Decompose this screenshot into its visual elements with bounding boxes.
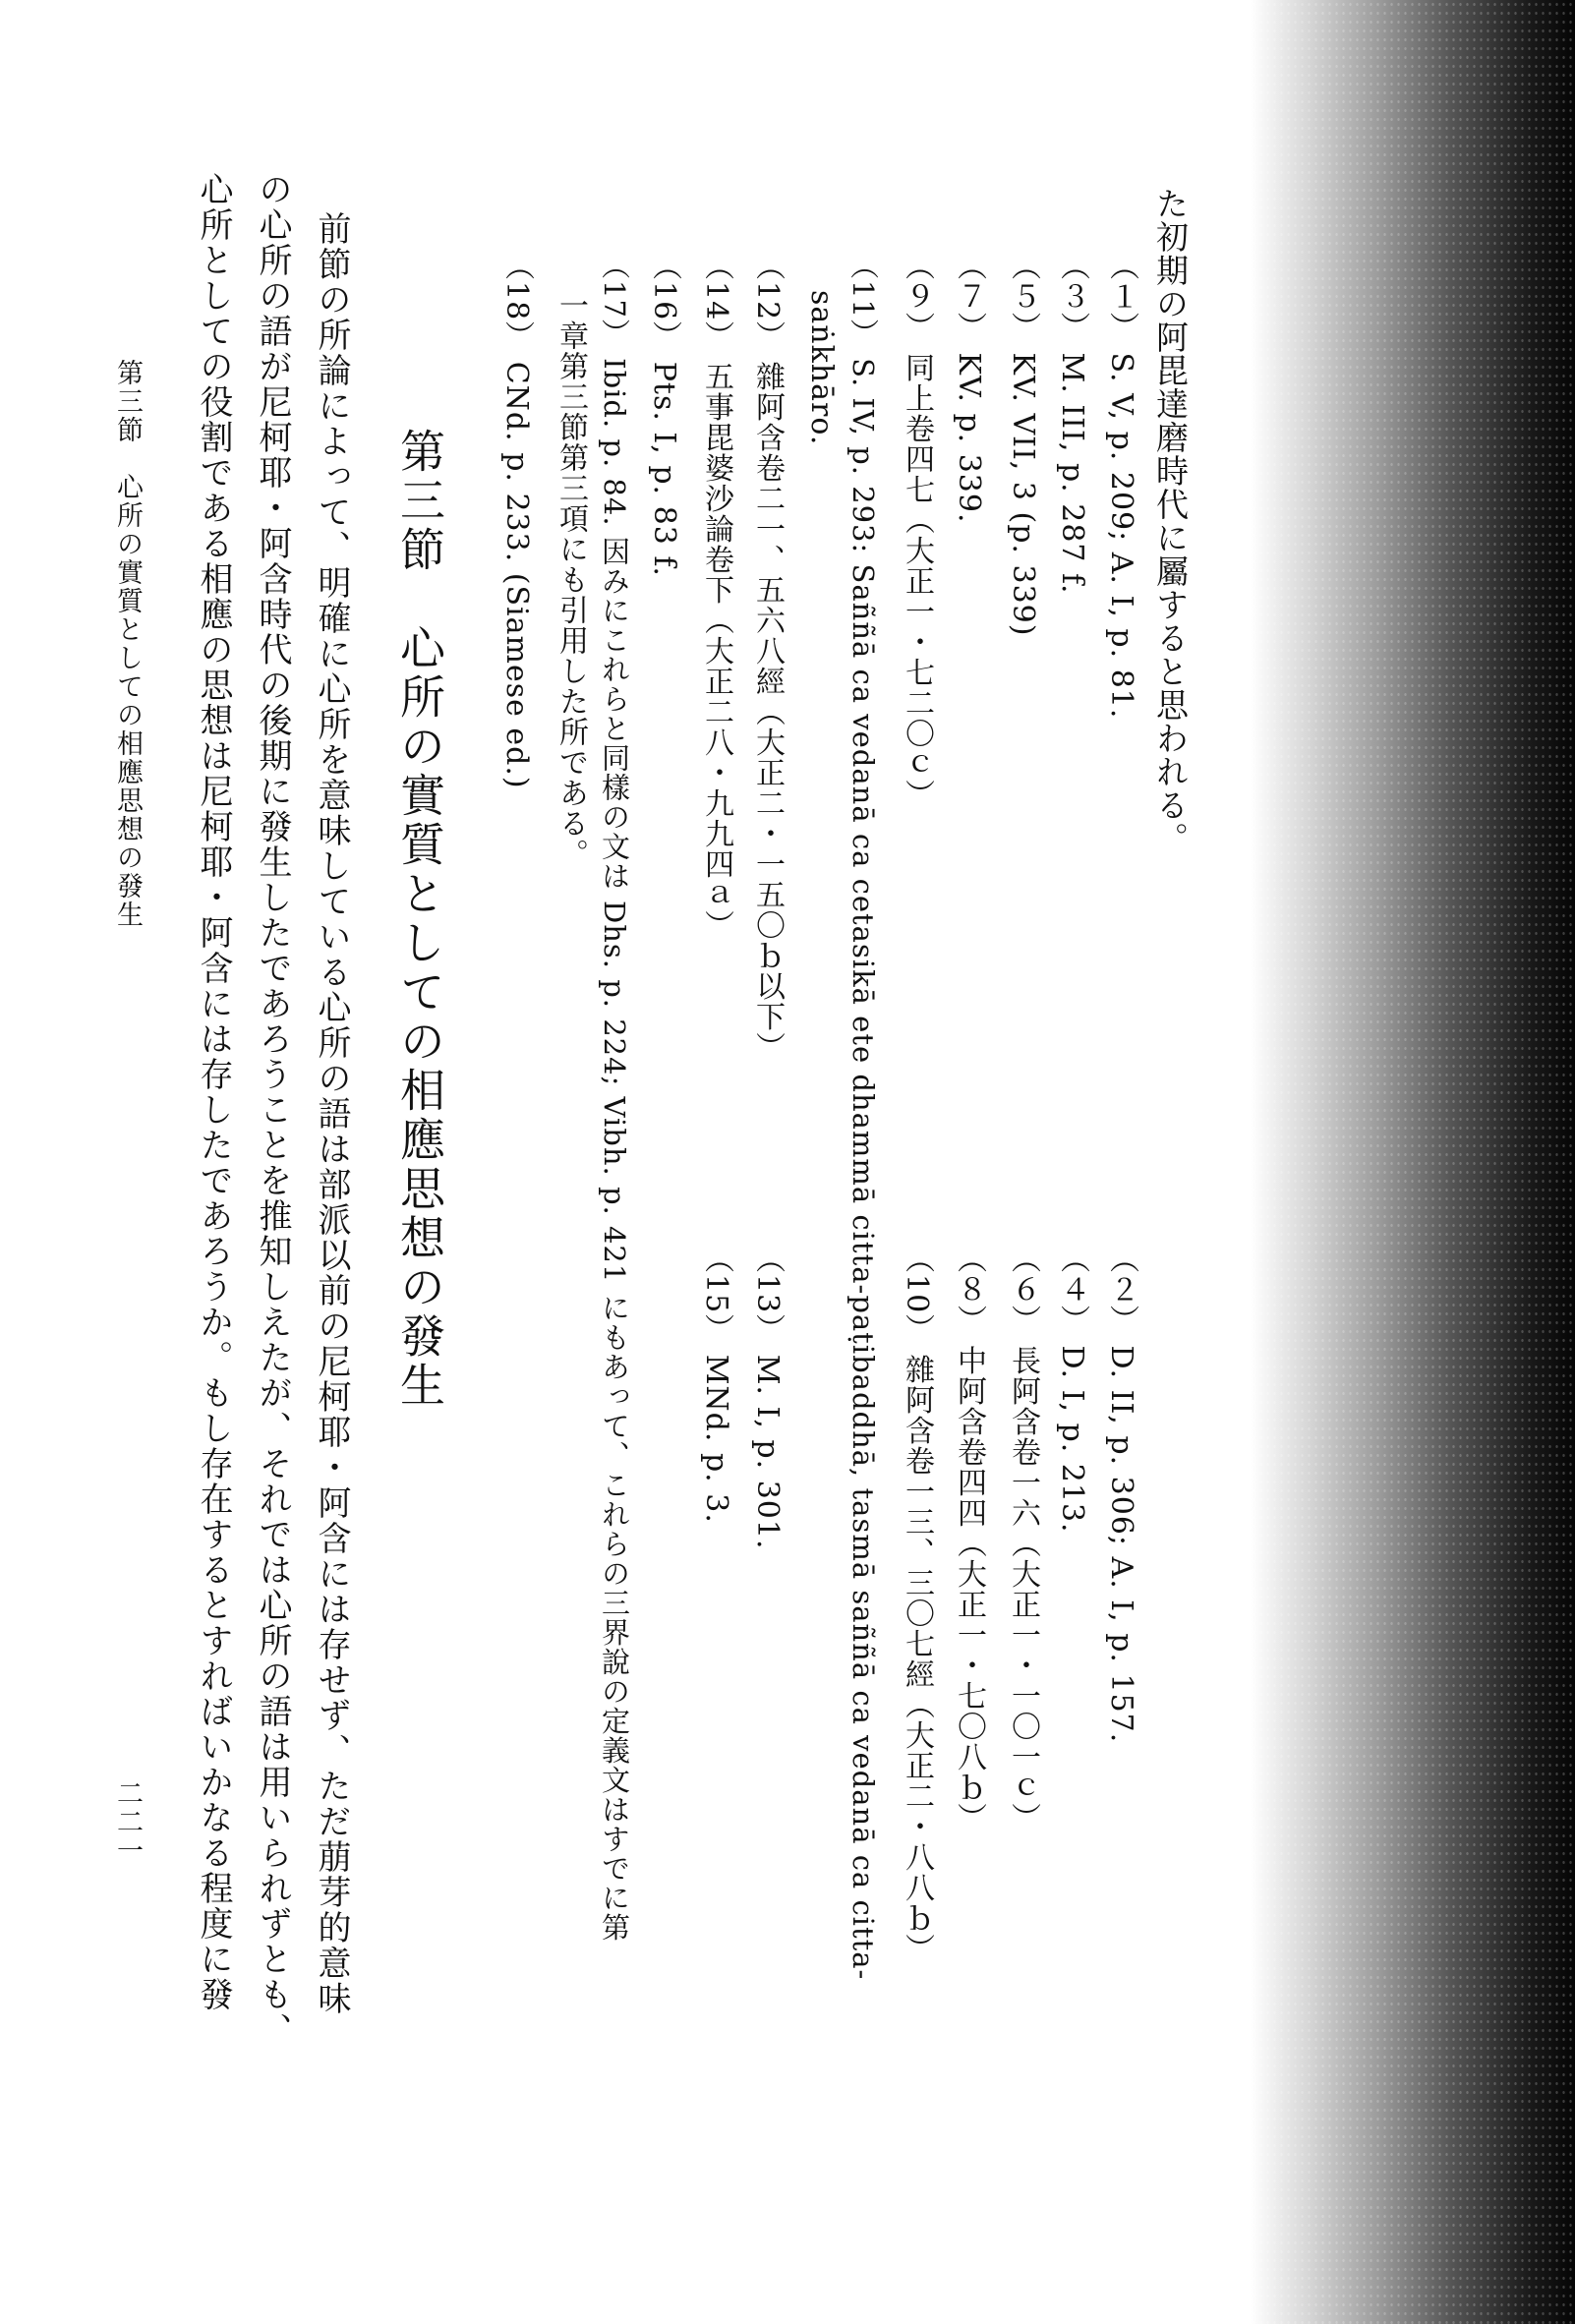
footnote-1: （１） S. V, p. 209; A. I, p. 81. bbox=[1104, 251, 1138, 720]
footnote-11-continuation: saṅkhāro. bbox=[804, 290, 839, 446]
footnote-2: （２） D. II, p. 306; A. I, p. 157. bbox=[1104, 1244, 1138, 1744]
footnote-6: （６） 長阿含卷一六（大正一・一〇一ｃ） bbox=[1006, 1244, 1040, 1833]
footnote-8: （８） 中阿含卷四四（大正一・七〇八ｂ） bbox=[952, 1244, 986, 1833]
page-number: 二二一 bbox=[112, 1779, 143, 1865]
body-line-1: 前節の所論によって、明確に心所を意味している心所の語は部派以前の尼柯耶・阿含には存せず、ただ萠芽的意味 bbox=[312, 211, 351, 2016]
footnote-12: （12） 雜阿含卷二一、五六八經（大正二・一五〇ｂ以下） bbox=[750, 251, 785, 1063]
footnote-17-continuation: 一章第三節第三項にも引用した所である。 bbox=[554, 290, 588, 869]
footnote-9: （９） 同上卷四七（大正一・七二〇ｃ） bbox=[900, 251, 934, 810]
footnote-10: （10） 雜阿含卷一三、三〇七經（大正二・八八ｂ） bbox=[900, 1244, 934, 1964]
footnote-18: （18） CNd. p. 233. (Siamese ed.) bbox=[499, 251, 534, 789]
intro-line: た初期の阿毘達磨時代に屬すると思われる。 bbox=[1151, 187, 1190, 855]
running-head: 第三節 心所の實質としての相應思想の發生 bbox=[112, 359, 143, 929]
scan-noise bbox=[1251, 0, 1575, 2324]
footnote-5: （５） KV. VII, 3 (p. 339) bbox=[1006, 251, 1040, 637]
footnote-16: （16） Pts. I, p. 83 f. bbox=[647, 251, 681, 577]
footnote-7: （７） KV. p. 339. bbox=[952, 251, 986, 524]
footnote-13: （13） M. I, p. 301. bbox=[750, 1244, 785, 1550]
footnote-4: （４） D. I, p. 213. bbox=[1055, 1244, 1089, 1534]
footnote-3: （３） M. III, p. 287 f. bbox=[1055, 251, 1089, 595]
body-line-3: 心所としての役割である相應の思想は尼柯耶・阿含には存したであろうか。もし存在するとすればいかなる程度に發 bbox=[194, 172, 233, 2012]
footnote-11: （11） S. IV, p. 293: Saññā ca vedanā ca cetasikā ete dhammā citta-paṭibaddhā, tasmā saññā ca vedanā ca citta- bbox=[846, 251, 880, 1981]
footnote-17: （17） Ibid. p. 84. 因みにこれらと同樣の文は Dhs. p. 224; Vibh. p. 421 にもあって、これらの三界說の定義文はすでに第 bbox=[598, 251, 631, 1943]
footnote-15: （15） MNd. p. 3. bbox=[699, 1244, 733, 1524]
body-line-2: の心所の語が尼柯耶・阿含時代の後期に發生したであろうことを推知しえたが、それでは心所の語は用いられずとも、 bbox=[253, 172, 292, 2048]
footnote-14: （14） 五事毘婆沙論卷下（大正二八・九九四ａ） bbox=[699, 251, 733, 941]
section-heading: 第三節 心所の實質としての相應思想の發生 bbox=[393, 428, 446, 1411]
